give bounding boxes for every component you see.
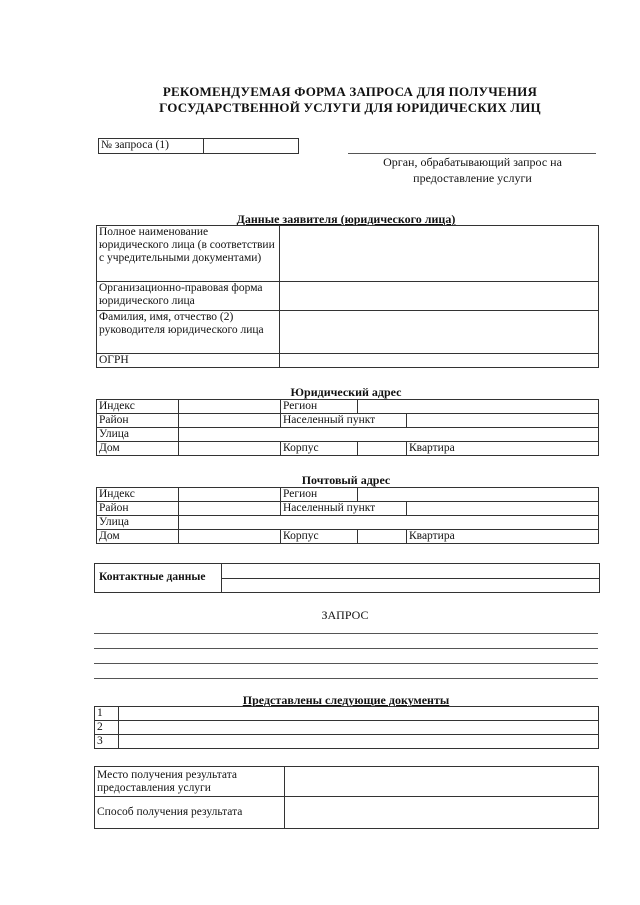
result-method-field[interactable] [285, 797, 599, 829]
request-text-line[interactable] [94, 678, 598, 679]
document-number: 1 [95, 707, 119, 721]
legal-region-field[interactable] [358, 400, 599, 414]
postal-apartment-cell[interactable] [407, 530, 599, 544]
contacts-label: Контактные данные [99, 571, 206, 583]
postal-building-field[interactable] [358, 530, 407, 544]
postal-address-heading: Почтовый адрес [301, 473, 391, 487]
address-label: Населенный пункт [281, 414, 407, 428]
address-label: Район [97, 502, 179, 516]
request-number-label: № запроса (1) [99, 139, 204, 154]
result-place-field[interactable] [285, 767, 599, 797]
legal-index-field[interactable] [179, 400, 281, 414]
applicant-row-label: Фамилия, имя, отчество (2) руководителя юридического лица [97, 311, 280, 354]
legal-address-table [96, 399, 599, 456]
address-label: Дом [97, 530, 179, 544]
applicant-heading: Данные заявителя (юридического лица) [236, 212, 456, 226]
postal-address-table [96, 487, 599, 544]
applicant-legal-form-field[interactable] [280, 282, 599, 311]
request-heading: ЗАПРОС [321, 608, 369, 622]
applicant-ogrn-field[interactable] [280, 354, 599, 368]
document-field[interactable] [119, 735, 599, 749]
legal-street-field[interactable] [179, 428, 599, 442]
form-title-line1: РЕКОМЕНДУЕМАЯ ФОРМА ЗАПРОСА ДЛЯ ПОЛУЧЕНИЯ [162, 84, 538, 99]
form-title-line2: ГОСУДАРСТВЕННОЙ УСЛУГИ ДЛЯ ЮРИДИЧЕСКИХ ЛИЦ [159, 100, 541, 115]
document-field[interactable] [119, 707, 599, 721]
applicant-fullname-field[interactable] [280, 226, 599, 282]
postal-district-field[interactable] [179, 502, 281, 516]
address-label: Населенный пункт [281, 502, 407, 516]
request-number-box [98, 138, 299, 154]
legal-address-heading: Юридический адрес [290, 385, 402, 399]
legal-apartment-cell[interactable] [407, 442, 599, 456]
address-label: Индекс [97, 400, 179, 414]
document-number: 2 [95, 721, 119, 735]
request-text-line[interactable] [94, 648, 598, 649]
postal-street-field[interactable] [179, 516, 599, 530]
address-label: Регион [281, 488, 358, 502]
address-label: Район [97, 414, 179, 428]
legal-building-field[interactable] [358, 442, 407, 456]
document-number: 3 [95, 735, 119, 749]
address-label: Индекс [97, 488, 179, 502]
applicant-director-field[interactable] [280, 311, 599, 354]
documents-table [94, 706, 599, 749]
address-label: Корпус [281, 442, 358, 456]
address-label: Улица [97, 516, 179, 530]
postal-region-field[interactable] [358, 488, 599, 502]
address-label: Дом [97, 442, 179, 456]
agency-caption-line1: Орган, обрабатывающий запрос на [383, 155, 562, 169]
applicant-row-label: Организационно-правовая форма юридического лица [97, 282, 280, 311]
address-label: Квартира [409, 442, 455, 454]
documents-heading: Представлены следующие документы [242, 693, 450, 707]
applicant-table [96, 225, 599, 368]
result-table [94, 766, 599, 829]
agency-caption-line2: предоставление услуги [413, 171, 532, 185]
address-label: Корпус [281, 530, 358, 544]
postal-house-field[interactable] [179, 530, 281, 544]
address-label: Квартира [409, 530, 455, 542]
form-title [120, 84, 580, 116]
request-number-field[interactable] [204, 139, 299, 154]
contacts-box [94, 563, 600, 593]
address-label: Улица [97, 428, 179, 442]
legal-district-field[interactable] [179, 414, 281, 428]
applicant-row-label: ОГРН [97, 354, 280, 368]
request-text-line[interactable] [94, 633, 598, 634]
postal-index-field[interactable] [179, 488, 281, 502]
postal-locality-field[interactable] [407, 502, 599, 516]
request-text-line[interactable] [94, 663, 598, 664]
document-field[interactable] [119, 721, 599, 735]
result-place-label: Место получения результата предоставления услуги [95, 767, 285, 797]
agency-caption [355, 154, 590, 186]
legal-locality-field[interactable] [407, 414, 599, 428]
contacts-field[interactable] [221, 578, 599, 579]
legal-house-field[interactable] [179, 442, 281, 456]
address-label: Регион [281, 400, 358, 414]
result-method-label: Способ получения результата [95, 797, 285, 829]
applicant-row-label: Полное наименование юридического лица (в соответствии с учредительными документами) [97, 226, 280, 282]
